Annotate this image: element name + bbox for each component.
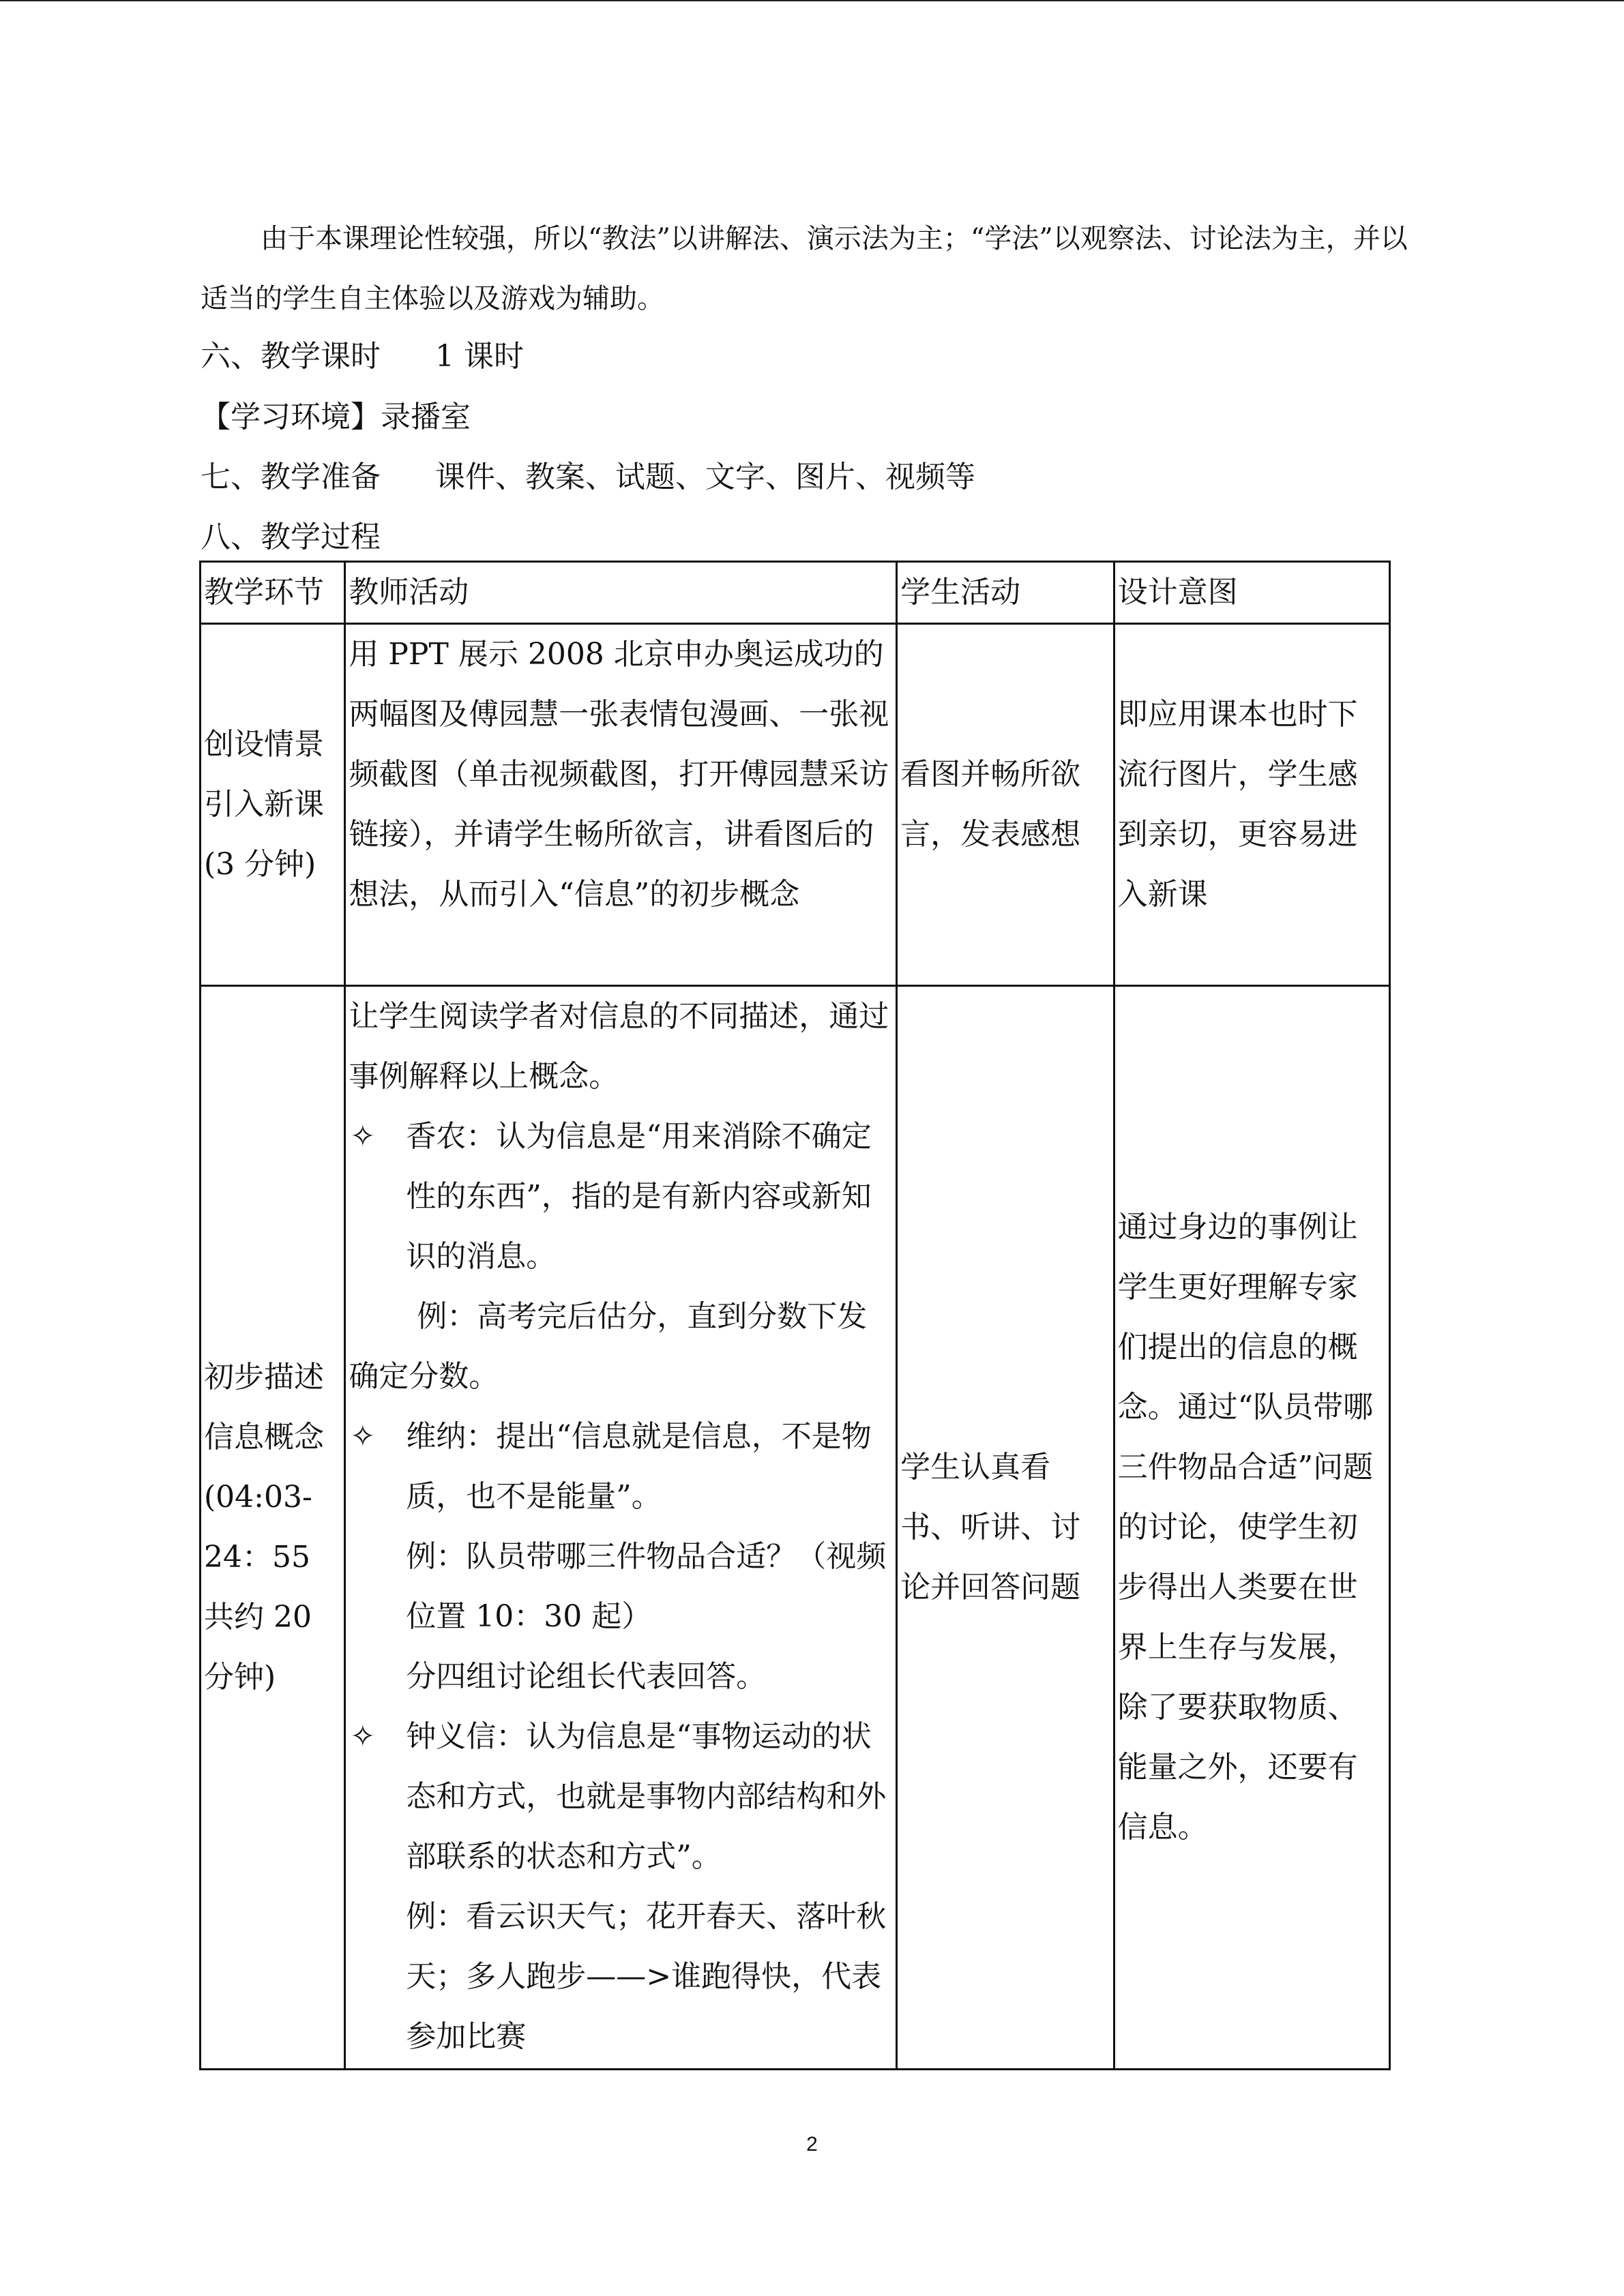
row2-teacher-intro: 让学生阅读学者对信息的不同描述，通过事例解释以上概念。 xyxy=(349,999,889,1094)
bullet-wiener xyxy=(349,1407,893,1527)
section-teaching-process: 八、教学过程 xyxy=(201,520,381,554)
header-stage: 教学环节 xyxy=(201,562,345,624)
table-row xyxy=(201,624,1390,986)
teaching-process-table xyxy=(199,561,1391,2070)
diamond-bullet-icon: ✧ xyxy=(350,1419,376,1454)
row1-stage: 创设情景引入新课(3 分钟) xyxy=(201,624,345,986)
section-teaching-hours xyxy=(201,336,524,377)
row1-teacher-activity: 用 PPT 展示 2008 北京申办奥运成功的两幅图及傅园慧一张表情包漫画、一张视频截图（单击视频截图，打开傅园慧采访链接），并请学生畅所欲言，讲看图后的想法，从而引入“信息”的初步概念 xyxy=(345,624,897,986)
row2-student-activity: 学生认真看书、听讲、讨论并回答问题 xyxy=(897,986,1114,2070)
wiener-group-task: 分四组讨论组长代表回答。 xyxy=(406,1659,767,1694)
section-teaching-preparation xyxy=(201,457,975,498)
bullet-wiener-text: 维纳：提出“信息就是信息，不是物质，也不是能量”。 xyxy=(406,1419,872,1514)
row2-design-intent: 通过身边的事例让学生更好理解专家们提出的信息的概念。通过“队员带哪三件物品合适”问题的讨论，使学生初步得出人类要在世界上生存与发展，除了要获取物质、能量之外，还要有信息。 xyxy=(1114,986,1389,2070)
row1-design-intent: 即应用课本也时下流行图片，学生感到亲切，更容易进入新课 xyxy=(1114,624,1389,986)
table-row xyxy=(201,986,1390,2070)
page-top-border xyxy=(0,0,1624,1)
shannon-example: 例：高考完后估分，直到分数下发确定分数。 xyxy=(349,1299,868,1394)
row2-stage: 初步描述信息概念(04:03-24：55 共约 20 分钟) xyxy=(201,986,345,2070)
section-teaching-hours-label: 六、教学课时 xyxy=(201,339,381,374)
teaching-preparation-value: 课件、教案、试题、文字、图片、视频等 xyxy=(435,460,975,494)
page-number: 2 xyxy=(806,2133,818,2156)
header-teacher-activity: 教师活动 xyxy=(345,562,897,624)
diamond-bullet-icon: ✧ xyxy=(350,1119,376,1154)
bullet-shannon xyxy=(349,1107,893,1287)
bullet-zhong-yixin xyxy=(349,1707,893,1887)
learning-environment-label: 【学习环境】 xyxy=(201,400,381,434)
diamond-bullet-icon: ✧ xyxy=(350,1719,376,1754)
section-teaching-hours-value: 1 课时 xyxy=(435,339,524,374)
teaching-preparation-label: 七、教学准备 xyxy=(201,460,381,494)
learning-environment-value: 录播室 xyxy=(381,400,471,434)
table-header-row xyxy=(201,562,1390,624)
header-student-activity: 学生活动 xyxy=(897,562,1114,624)
wiener-example: 例：队员带哪三件物品合适？（视频位置 10：30 起） xyxy=(406,1539,887,1634)
section-learning-environment xyxy=(201,397,471,438)
bullet-zhong-yixin-text: 钟义信：认为信息是“事物运动的状态和方式，也就是事物内部结构和外部联系的状态和方式”。 xyxy=(406,1719,887,1874)
intro-paragraph: 由于本课理论性较强，所以“教法”以讲解法、演示法为主；“学法”以观察法、讨论法为主，并以适当的学生自主体验以及游戏为辅助。 xyxy=(201,223,1408,314)
zhong-yixin-example: 例：看云识天气；花开春天、落叶秋天；多人跑步——>谁跑得快，代表参加比赛 xyxy=(406,1899,887,2054)
header-design-intent: 设计意图 xyxy=(1114,562,1389,624)
row1-student-activity: 看图并畅所欲言，发表感想 xyxy=(897,624,1114,986)
row2-teacher-activity xyxy=(345,986,897,2070)
bullet-shannon-text: 香农：认为信息是“用来消除不确定性的东西”，指的是有新内容或新知识的消息。 xyxy=(406,1119,872,1274)
